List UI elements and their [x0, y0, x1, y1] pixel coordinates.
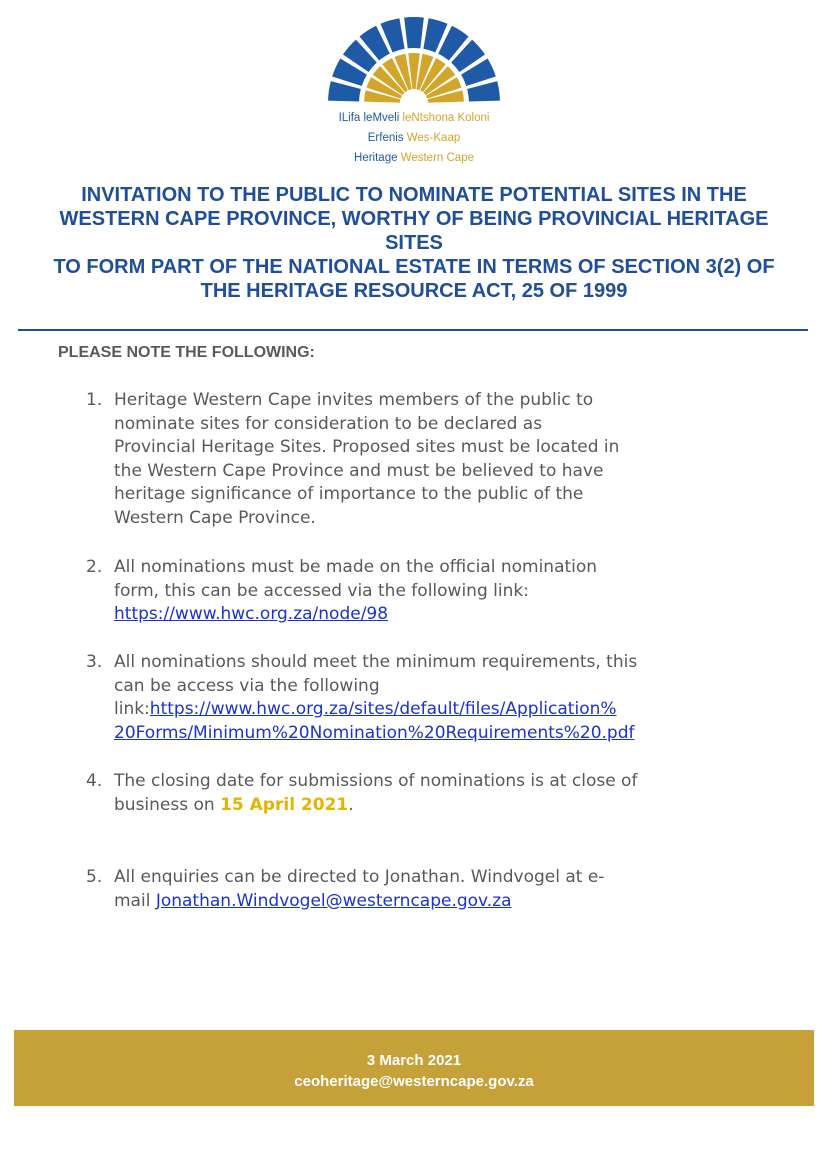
footer-banner — [14, 1030, 814, 1106]
item-line-prefix: business on — [114, 794, 221, 815]
logo-text-erfenis: Erfenis — [367, 132, 407, 144]
list-item — [86, 651, 736, 745]
logo-sunburst-icon — [328, 17, 500, 103]
item-line: nominate sites for consideration to be declared as — [114, 413, 543, 434]
item-line: the Western Cape Province and must be believed to have — [114, 460, 604, 481]
minimum-requirements-link-continued[interactable]: 20Forms/Minimum%20Nomination%20Requirements%20.pdf — [114, 722, 635, 743]
logo-text-heritage: Heritage — [354, 152, 401, 164]
item-line: Western Cape Province. — [114, 507, 316, 528]
item-number: 5. — [86, 867, 103, 887]
item-text — [114, 556, 736, 627]
minimum-requirements-link[interactable]: https://www.hwc.org.za/sites/default/files/Application% — [149, 699, 617, 719]
logo-text-weskaap: Wes-Kaap — [406, 132, 461, 144]
item-line: heritage significance of importance to the public of the — [114, 484, 584, 504]
footer-email: ceoheritage@westerncape.gov.za — [294, 1073, 534, 1090]
item-line-suffix: . — [348, 794, 354, 815]
item-line-prefix: mail — [114, 890, 156, 911]
item-line: All enquiries can be directed to Jonathan. Windvogel at e- — [114, 867, 605, 887]
logo-line-3 — [0, 151, 828, 165]
list-item — [86, 389, 736, 530]
logo-text-ilifa: ILifa leMveli — [338, 112, 403, 124]
item-number: 3. — [86, 652, 103, 672]
item-text — [114, 651, 736, 745]
item-line: form, this can be accessed via the following link: — [114, 580, 529, 601]
title-divider — [18, 329, 808, 331]
title-line: WESTERN CAPE PROVINCE, WORTHY OF BEING PROVINCIAL HERITAGE — [59, 208, 769, 230]
item-number: 2. — [86, 557, 103, 577]
item-text — [114, 866, 736, 913]
title-line: TO FORM PART OF THE NATIONAL ESTATE IN TERMS OF SECTION 3(2) OF — [53, 256, 775, 278]
list-item — [86, 866, 736, 913]
logo-line-1 — [0, 111, 828, 125]
item-text — [114, 389, 736, 530]
logo-text-western-cape: Western Cape — [400, 152, 474, 164]
item-text — [114, 770, 736, 817]
list-item — [86, 556, 736, 627]
page-title — [18, 183, 810, 303]
item-line: All nominations must be made on the official nomination — [114, 557, 598, 577]
footer-date: 3 March 2021 — [366, 1052, 462, 1069]
title-line: SITES — [385, 232, 443, 254]
nomination-form-link[interactable]: https://www.hwc.org.za/node/98 — [114, 604, 389, 624]
item-line: The closing date for submissions of nominations is at close of — [114, 771, 638, 791]
logo-text-lentshona: leNtshona Koloni — [402, 112, 490, 124]
logo-line-2 — [0, 131, 828, 145]
item-line: All nominations should meet the minimum requirements, this — [114, 652, 638, 672]
item-line: Provincial Heritage Sites. Proposed sites must be located in — [114, 437, 620, 457]
logo-ray — [404, 17, 424, 48]
note-heading: PLEASE NOTE THE FOLLOWING: — [58, 344, 315, 361]
list-item — [86, 770, 736, 817]
title-line: THE HERITAGE RESOURCE ACT, 25 OF 1999 — [200, 280, 628, 302]
enquiry-email-link[interactable]: Jonathan.Windvogel@westerncape.gov.za — [155, 890, 512, 911]
item-number: 4. — [86, 771, 103, 791]
closing-date: 15 April 2021 — [220, 794, 349, 815]
item-line: Heritage Western Cape invites members of the public to — [114, 390, 594, 410]
title-line: INVITATION TO THE PUBLIC TO NOMINATE POTENTIAL SITES IN THE — [81, 184, 747, 206]
item-number: 1. — [86, 390, 103, 410]
link-prefix: link: — [114, 699, 150, 719]
item-line: can be access via the following — [114, 675, 380, 696]
